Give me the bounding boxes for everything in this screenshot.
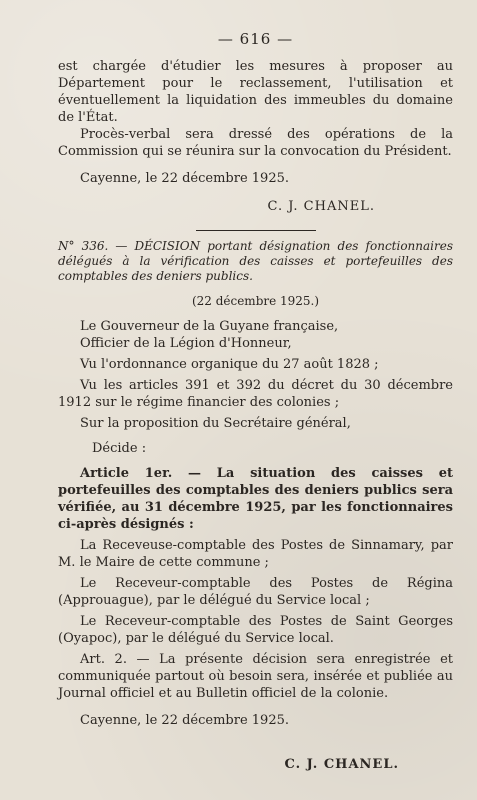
intro-paragraph: est chargée d'étudier les mesures à proposer au Département pour le reclassement, l'utilisation et éventuellement la liquidation des immeubles du domaine de l'État. — [58, 59, 453, 125]
second-signature: C. J. CHANEL. — [284, 757, 399, 772]
first-signature: C. J. CHANEL. — [267, 199, 375, 214]
decision-date: (22 décembre 1925.) — [191, 294, 320, 308]
governor-rank: Officier de la Légion d'Honneur, — [80, 336, 292, 351]
vu-articles: Vu les articles 391 et 392 du décret du 30 décembre 1912 sur le régime financier des colonies ; — [58, 378, 453, 410]
first-place-date: Cayenne, le 22 décembre 1925. — [80, 171, 289, 186]
designation-item-sinnamary: La Receveuse-comptable des Postes de Sinnamary, par M. le Maire de cette commune ; — [58, 538, 453, 570]
decide-heading: Décide : — [92, 441, 147, 456]
article-2: Art. 2. — La présente décision sera enregistrée et communiquée partout où besoin sera, insérée et publiée au Journal officiel et au Bulletin officiel de la colonie. — [58, 652, 453, 701]
second-place-date: Cayenne, le 22 décembre 1925. — [80, 713, 289, 728]
vu-ordonnance: Vu l'ordonnance organique du 27 août 1828 ; — [80, 357, 379, 372]
proposition: Sur la proposition du Secrétaire général, — [80, 416, 351, 431]
proces-verbal-paragraph: Procès-verbal sera dressé des opérations de la Commission qui se réunira sur la convocation du Président. — [58, 127, 453, 159]
page-number: — 616 — — [217, 30, 294, 48]
section-divider — [196, 230, 316, 231]
decision-heading: N° 336. — DÉCISION portant désignation des fonctionnaires délégués à la vérification des caisses et portefeuilles des comptables des deniers publics. — [58, 239, 453, 283]
governor-title: Le Gouverneur de la Guyane française, — [80, 319, 339, 334]
article-1: Article 1er. — La situation des caisses et portefeuilles des comptables des deniers publics sera vérifiée, au 31 décembre 1925, par les fonctionnaires ci-après désignés : — [58, 466, 453, 532]
designation-item-regina: Le Receveur-comptable des Postes de Régina (Approuague), par le délégué du Service local ; — [58, 576, 453, 608]
designation-item-saint-georges: Le Receveur-comptable des Postes de Saint Georges (Oyapoc), par le délégué du Service local. — [58, 614, 453, 646]
